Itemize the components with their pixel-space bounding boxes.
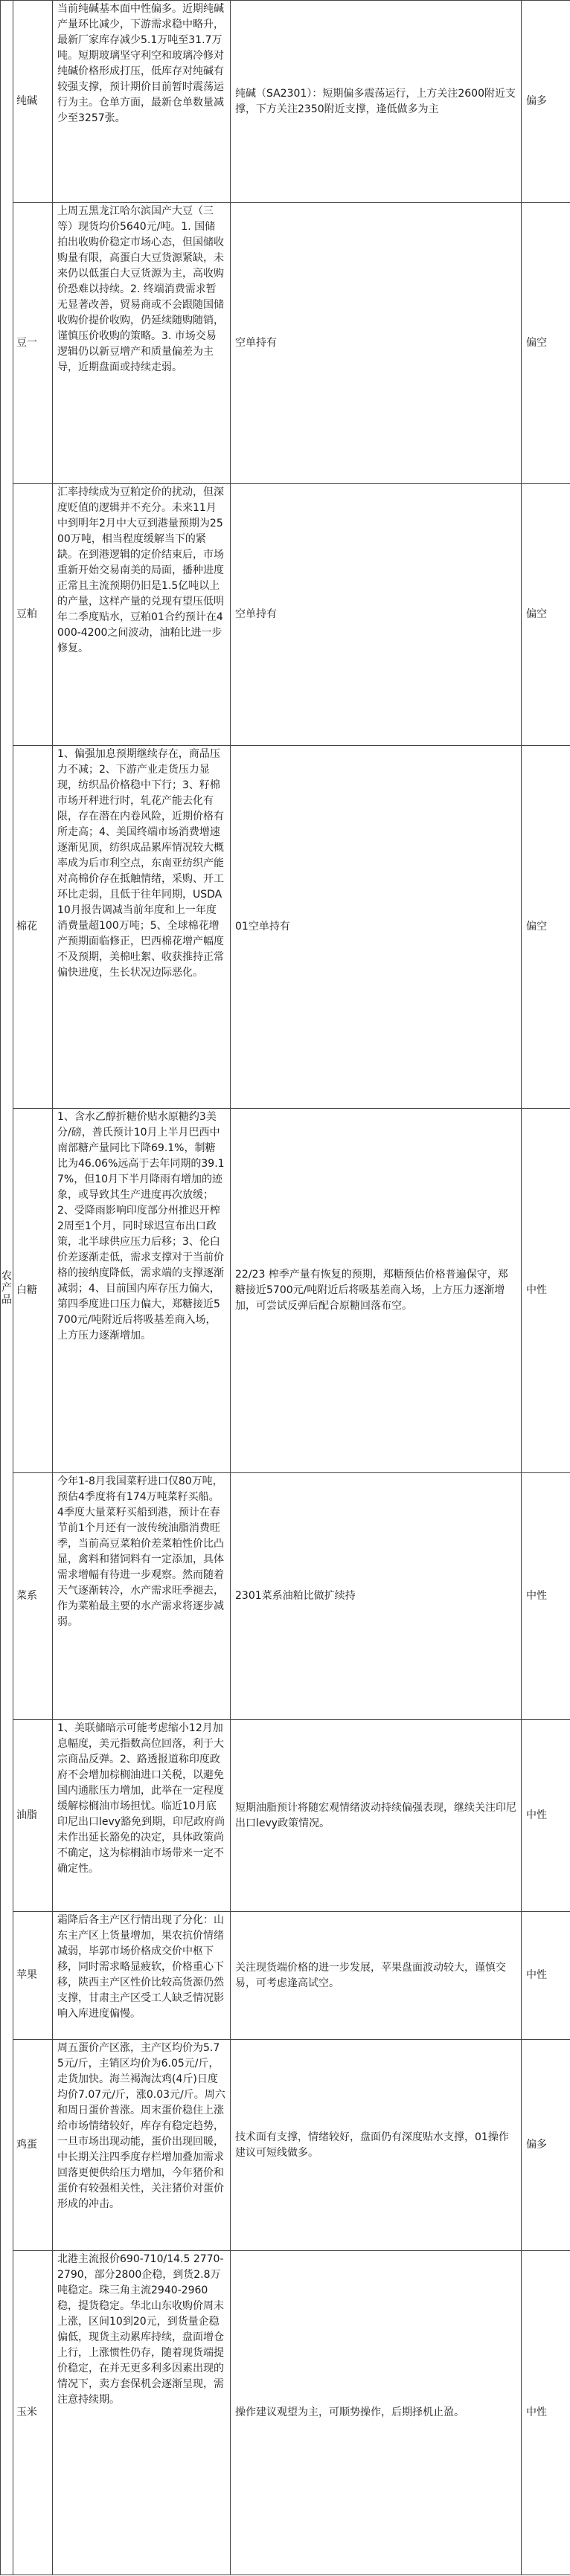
strategy-cell: 空单持有 xyxy=(231,484,522,746)
product-cell: 棉花 xyxy=(13,746,53,1109)
product-cell: 豆一 xyxy=(13,203,53,484)
fundamental-cell: 上周五黑龙江哈尔滨国产大豆（三等）现货均价5640元/吨。1. 国储拍出收购价稳定市场心态，但国储收购量有限，高蛋白大豆货源紧缺，未来仍以低蛋白大豆货源为主，高收购价恐难以持续。2. 终端消费需求暂无显著改善，贸易商或不会跟随国储收购价提价收购，仍延续随购随销，谨慎压价收购的策略。3. 市场交易逻辑仍以新豆增产和质量偏差为主导，近期盘面或持续走弱。 xyxy=(53,203,231,484)
strategy-cell: 技术面有支撑，情绪较好，盘面仍有深度贴水支撑，01操作建议可短线做多。 xyxy=(231,2040,522,2251)
view-cell: 中性 xyxy=(522,1473,570,1720)
table-row xyxy=(1,2040,570,2251)
table-row xyxy=(1,484,570,746)
view-cell: 偏空 xyxy=(522,746,570,1109)
product-cell: 菜系 xyxy=(13,1473,53,1720)
strategy-cell: 空单持有 xyxy=(231,203,522,484)
product-cell: 白糖 xyxy=(13,1109,53,1473)
fundamental-cell: 1、美联储暗示可能考虑缩小12月加息幅度，美元指数高位回落，利于大宗商品反弹。2、路透报道称印度政府不会增加棕榈油进口关税，以避免国内通胀压力增加，此举在一定程度缓解棕榈油市场担忧。临近10月底印尼出口levy豁免到期，印尼政府尚未作出延长豁免的决定，具体政策尚不确定，这为棕榈油市场带来一定不确定性。 xyxy=(53,1720,231,1912)
strategy-cell: 操作建议观望为主，可顺势操作，后期择机止盈。 xyxy=(231,2251,522,2575)
view-cell: 中性 xyxy=(522,1109,570,1473)
table-row xyxy=(1,1,570,203)
strategy-cell: 短期油脂预计将随宏观情绪波动持续偏强表现，继续关注印尼出口levy政策情况。 xyxy=(231,1720,522,1912)
product-cell: 鸡蛋 xyxy=(13,2040,53,2251)
category-label: 农产品 xyxy=(1,1269,12,1306)
fundamental-cell: 今年1-8月我国菜籽进口仅80万吨，预估4季度将有174万吨菜籽买船。4季度大量菜籽买船到港，预计在春节前1个月还有一波传统油脂消费旺季，当前高豆菜粕价差菜粕性价比凸显，禽料和猪饲料有一定添加，具体需求增幅有待进一步观察。然而随着天气逐渐转冷，水产需求旺季褪去，作为菜粕最主要的水产需求将逐步减弱。 xyxy=(53,1473,231,1720)
product-cell: 油脂 xyxy=(13,1720,53,1912)
strategy-cell: 纯碱（SA2301）：短期偏多震荡运行，上方关注2600附近支撑，下方关注2350附近支撑，逢低做多为主 xyxy=(231,1,522,203)
table-row xyxy=(1,2251,570,2575)
table-row xyxy=(1,746,570,1109)
fundamental-cell: 北港主流报价690-710/14.5 2770-2790，部分2800企稳，到货2.8万吨稳定。珠三角主流2940-2960稳，提货稳定。华北山东收购价周末上涨，区间10到20元，到货量企稳偏低，现货主动累库持续，盘面增仓上行，上涨惯性仍存，随着现货端提价稳定，在并无更多利多因素出现的情况下，卖方套保机会逐渐呈现，需注意持续期。 xyxy=(53,2251,231,2575)
product-cell: 豆粕 xyxy=(13,484,53,746)
view-cell: 中性 xyxy=(522,1912,570,2040)
table-row xyxy=(1,203,570,484)
strategy-cell: 2301菜系油粕比做扩续持 xyxy=(231,1473,522,1720)
table-row xyxy=(1,1912,570,2040)
fundamental-cell: 1、偏强加息预期继续存在，商品压力不减；2、下游产业走货压力显现，纺织品价格稳中下行；3、籽棉市场开秤进行时，轧花产能去化有限，存在潜在内卷风险，近期价格有所走高；4、美国终端市场消费增速逐渐见顶，纺织成品累库情况较大概率成为后市利空点，东南亚纺织产能对高棉价存在抵触情绪，采购、开工环比走弱，且低于往年同期，USDA10月报告调减当前年度和上一年度消费量超100万吨；5、全球棉花增产预期面临修正，巴西棉花增产幅度不及预期，美棉吐絮、收获推持正常偏快进度，生长状况边际恶化。 xyxy=(53,746,231,1109)
view-cell: 偏空 xyxy=(522,484,570,746)
view-cell: 中性 xyxy=(522,1720,570,1912)
view-cell: 偏多 xyxy=(522,1,570,203)
fundamental-cell: 周五蛋价产区涨，主产区均价为5.75元/斤，主销区均价为6.05元/斤，走货加快。海兰褐淘汰鸡(4斤)日度均价7.07元/斤，涨0.03元/斤。周六和周日蛋价普涨。周末蛋价稳住上涨给市场情绪较好，库存有稳定趋势，一旦市场出现动能，蛋价出现回暖，中长期关注四季度存栏增加叠加需求回落更便供给压力增加，今年猪价和蛋价有较强相关性，关注猪价对蛋价形成的冲击。 xyxy=(53,2040,231,2251)
table-row xyxy=(1,1109,570,1473)
table-row xyxy=(1,1720,570,1912)
fundamental-cell: 汇率持续成为豆粕定价的扰动，但深度贬值的逻辑并不充分。未来11月中到明年2月中大豆到港量预期为2500万吨，相当程度缓解当下的紧缺。在到港逻辑的定价结束后，市场重新开始交易南美的局面，播种进度正常且主流预期仍旧是1.5亿吨以上的产量，这样产量的兑现有望压低明年二季度贴水，豆粕01合约预计在4000-4200之间波动，油粕比进一步修复。 xyxy=(53,484,231,746)
fundamental-cell: 霜降后各主产区行情出现了分化：山东主产区上货量增加，果农抗价情绪减弱，毕郭市场价格成交价中枢下移，同时需求略显疲软，价格重心下移，陕西主产区性价比较高货源仍然支撑，甘肃主产区受工人缺乏情况影响入库进度偏慢。 xyxy=(53,1912,231,2040)
view-cell: 偏多 xyxy=(522,2040,570,2251)
product-cell: 玉米 xyxy=(13,2251,53,2575)
fundamental-cell: 当前纯碱基本面中性偏多。近期纯碱产量环比减少，下游需求稳中略升，最新厂家库存减少5.1万吨至31.7万吨。短期玻璃坚守利空和玻璃冷修对纯碱价格形成打压，低库存对纯碱有较强支撑，预计期价目前暂时震荡运行为主。仓单方面，最新仓单数量减少至3257张。 xyxy=(53,1,231,203)
product-cell: 纯碱 xyxy=(13,1,53,203)
strategy-cell: 关注现货端价格的进一步发展，苹果盘面波动较大，谨慎交易，可考虑逢高试空。 xyxy=(231,1912,522,2040)
table-row xyxy=(1,1473,570,1720)
view-cell: 偏空 xyxy=(522,203,570,484)
product-cell: 苹果 xyxy=(13,1912,53,2040)
fundamental-cell: 1、含水乙醇折糖价贴水原糖约3美分/磅，普氏预计10月上半月巴西中南部糖产量同比下降69.1%，制糖比为46.06%远高于去年同期的39.17%，但10月下半月降雨有增加的迹象，或导致其生产进度再次放缓；2、受降雨影响印度部分州推迟开榨2周至1个月，同时球迟宣布出口政策，北半球供应压力后移；3、伦白价差逐渐走低，需求支撑对于当前价格的接纳度降低，需求端的支撑逐渐减弱；4、目前国内库存压力偏大，第四季度进口压力偏大，郑糖接近5700元/吨附近后将吸基差商入场，上方压力逐渐增加。 xyxy=(53,1109,231,1473)
strategy-cell: 22/23 榨季产量有恢复的预期，郑糖预估价格普遍保守，郑糖接近5700元/吨附近后将吸基差商入场，上方压力逐渐增加，可尝试反弹后配合原糖回落布空。 xyxy=(231,1109,522,1473)
strategy-cell: 01空单持有 xyxy=(231,746,522,1109)
view-cell: 中性 xyxy=(522,2251,570,2575)
category-cell xyxy=(1,1,13,2575)
